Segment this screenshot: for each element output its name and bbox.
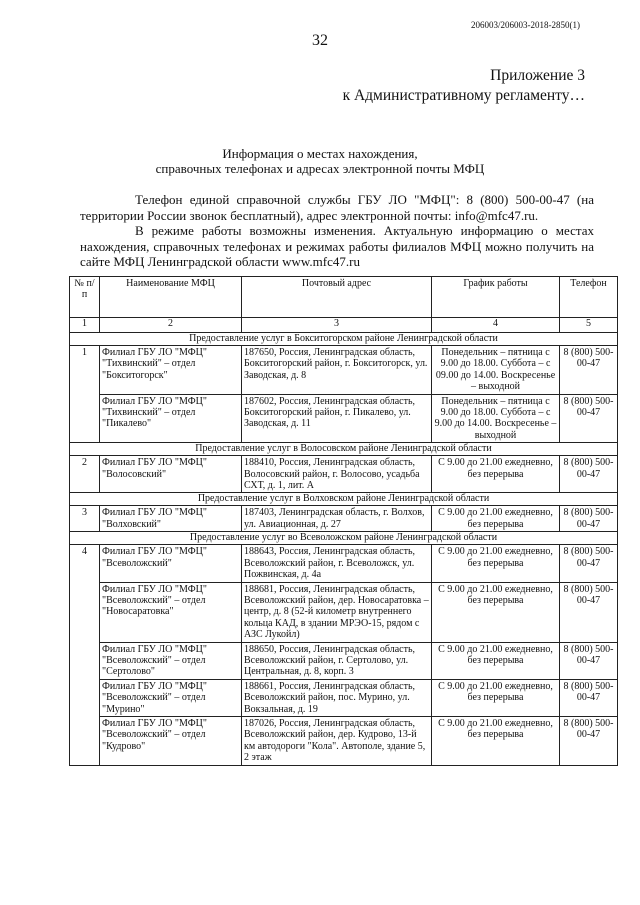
- row-schedule: С 9.00 до 21.00 ежедневно, без перерыва: [432, 716, 560, 765]
- row-phone: 8 (800) 500-00-47: [560, 545, 618, 582]
- row-name: Филиал ГБУ ЛО "МФЦ" "Волховский": [100, 506, 242, 532]
- header-address: Почтовый адрес: [242, 277, 432, 318]
- table-row: [70, 506, 618, 532]
- document-title: [0, 146, 640, 176]
- row-name: Филиал ГБУ ЛО "МФЦ" "Тихвинский" – отдел "Пикалево": [100, 394, 242, 443]
- table-header-row: [70, 277, 618, 318]
- table-row: [70, 642, 618, 679]
- col-number: 3: [242, 318, 432, 333]
- table-row: [70, 394, 618, 443]
- row-phone: 8 (800) 500-00-47: [560, 679, 618, 716]
- title-line-1: Информация о местах нахождения,: [222, 146, 418, 161]
- row-name: Филиал ГБУ ЛО "МФЦ" "Тихвинский" – отдел "Бокситогорск": [100, 346, 242, 395]
- table-row: [70, 716, 618, 765]
- row-name: Филиал ГБУ ЛО "МФЦ" "Всеволожский" – отдел "Кудрово": [100, 716, 242, 765]
- col-number: 5: [560, 318, 618, 333]
- row-num: 4: [70, 545, 100, 765]
- intro-paragraph-1: Телефон единой справочной службы ГБУ ЛО "МФЦ": 8 (800) 500-00-47 (на территории России звонок бесплатный), адрес электронной почты: info@mfc47.ru.: [80, 192, 594, 223]
- row-name: Филиал ГБУ ЛО "МФЦ" "Волосовский": [100, 456, 242, 493]
- mfc-table: [69, 276, 618, 766]
- appendix-heading: [343, 66, 585, 106]
- row-phone: 8 (800) 500-00-47: [560, 346, 618, 395]
- document-number: 206003/206003-2018-2850(1): [471, 20, 580, 30]
- row-name: Филиал ГБУ ЛО "МФЦ" "Всеволожский" – отдел "Новосаратовка": [100, 582, 242, 642]
- col-number: 1: [70, 318, 100, 333]
- row-phone: 8 (800) 500-00-47: [560, 394, 618, 443]
- col-number: 4: [432, 318, 560, 333]
- appendix-line-1: Приложение 3: [490, 67, 585, 84]
- intro-paragraph-2: В режиме работы возможны изменения. Актуальную информацию о местах нахождения, справочных телефонах и режимах работы филиалов МФЦ можно получить на сайте МФЦ Ленинградской области www.mfc47.ru: [80, 223, 594, 269]
- row-phone: 8 (800) 500-00-47: [560, 716, 618, 765]
- row-phone: 8 (800) 500-00-47: [560, 582, 618, 642]
- section-row: [70, 493, 618, 506]
- row-address: 188410, Россия, Ленинградская область, Волосовский район, г. Волосово, усадьба СХТ, д. 1, лит. А: [242, 456, 432, 493]
- title-line-2: справочных телефонах и адресах электронной почты МФЦ: [155, 161, 485, 176]
- row-schedule: С 9.00 до 21.00 ежедневно, без перерыва: [432, 545, 560, 582]
- section-title: Предоставление услуг во Всеволожском районе Ленинградской области: [70, 532, 618, 545]
- row-num: 1: [70, 346, 100, 443]
- table-row: [70, 679, 618, 716]
- row-schedule: С 9.00 до 21.00 ежедневно, без перерыва: [432, 642, 560, 679]
- header-schedule: График работы: [432, 277, 560, 318]
- table-row: [70, 456, 618, 493]
- table-row: [70, 545, 618, 582]
- section-title: Предоставление услуг в Волховском районе Ленинградской области: [70, 493, 618, 506]
- row-schedule: С 9.00 до 21.00 ежедневно, без перерыва: [432, 582, 560, 642]
- row-schedule: С 9.00 до 21.00 ежедневно, без перерыва: [432, 456, 560, 493]
- section-row: [70, 333, 618, 346]
- table-row: [70, 582, 618, 642]
- row-name: Филиал ГБУ ЛО "МФЦ" "Всеволожский" – отдел "Сертолово": [100, 642, 242, 679]
- row-phone: 8 (800) 500-00-47: [560, 456, 618, 493]
- row-schedule: Понедельник – пятница с 9.00 до 18.00. Суббота – с 9.00 до 14.00. Воскресенье – выходной: [432, 394, 560, 443]
- row-schedule: Понедельник – пятница с 9.00 до 18.00. Суббота – с 09.00 до 14.00. Воскресенье – выходной: [432, 346, 560, 395]
- section-title: Предоставление услуг в Волосовском районе Ленинградской области: [70, 443, 618, 456]
- page-number: 32: [312, 32, 328, 49]
- appendix-line-2: к Административному регламенту…: [342, 87, 585, 104]
- row-address: 187026, Россия, Ленинградская область, Всеволожский район, дер. Кудрово, 13-й км автодороги "Кола". Автополе, здание 5, 2 этаж: [242, 716, 432, 765]
- header-num: № п/п: [70, 277, 100, 318]
- row-address: 188643, Россия, Ленинградская область, Всеволожский район, г. Всеволожск, ул. Пожвинская, д. 4а: [242, 545, 432, 582]
- row-phone: 8 (800) 500-00-47: [560, 506, 618, 532]
- intro-text: [80, 192, 594, 270]
- header-phone: Телефон: [560, 277, 618, 318]
- row-num: 2: [70, 456, 100, 493]
- row-address: 188661, Россия, Ленинградская область, Всеволожский район, пос. Мурино, ул. Вокзальная, д. 19: [242, 679, 432, 716]
- row-address: 187403, Ленинградская область, г. Волхов, ул. Авиационная, д. 27: [242, 506, 432, 532]
- row-name: Филиал ГБУ ЛО "МФЦ" "Всеволожский" – отдел "Мурино": [100, 679, 242, 716]
- column-numbers-row: [70, 318, 618, 333]
- row-schedule: С 9.00 до 21.00 ежедневно, без перерыва: [432, 679, 560, 716]
- row-phone: 8 (800) 500-00-47: [560, 642, 618, 679]
- col-number: 2: [100, 318, 242, 333]
- row-address: 188650, Россия, Ленинградская область, Всеволожский район, г. Сертолово, ул. Центральная, д. 8, корп. 3: [242, 642, 432, 679]
- section-row: [70, 443, 618, 456]
- section-row: [70, 532, 618, 545]
- row-schedule: С 9.00 до 21.00 ежедневно, без перерыва: [432, 506, 560, 532]
- table-row: [70, 346, 618, 395]
- row-num: 3: [70, 506, 100, 532]
- section-title: Предоставление услуг в Бокситогорском районе Ленинградской области: [70, 333, 618, 346]
- row-address: 187602, Россия, Ленинградская область, Бокситогорский район, г. Пикалево, ул. Заводская, д. 11: [242, 394, 432, 443]
- row-name: Филиал ГБУ ЛО "МФЦ" "Всеволожский": [100, 545, 242, 582]
- header-name: Наименование МФЦ: [100, 277, 242, 318]
- row-address: 187650, Россия, Ленинградская область, Бокситогорский район, г. Бокситогорск, ул. Заводская, д. 8: [242, 346, 432, 395]
- row-address: 188681, Россия, Ленинградская область, Всеволожский район, дер. Новосаратовка – центр, д. 8 (52-й километр внутреннего кольца КАД, в здании МРЭО-15, рядом с АЗС Лукойл): [242, 582, 432, 642]
